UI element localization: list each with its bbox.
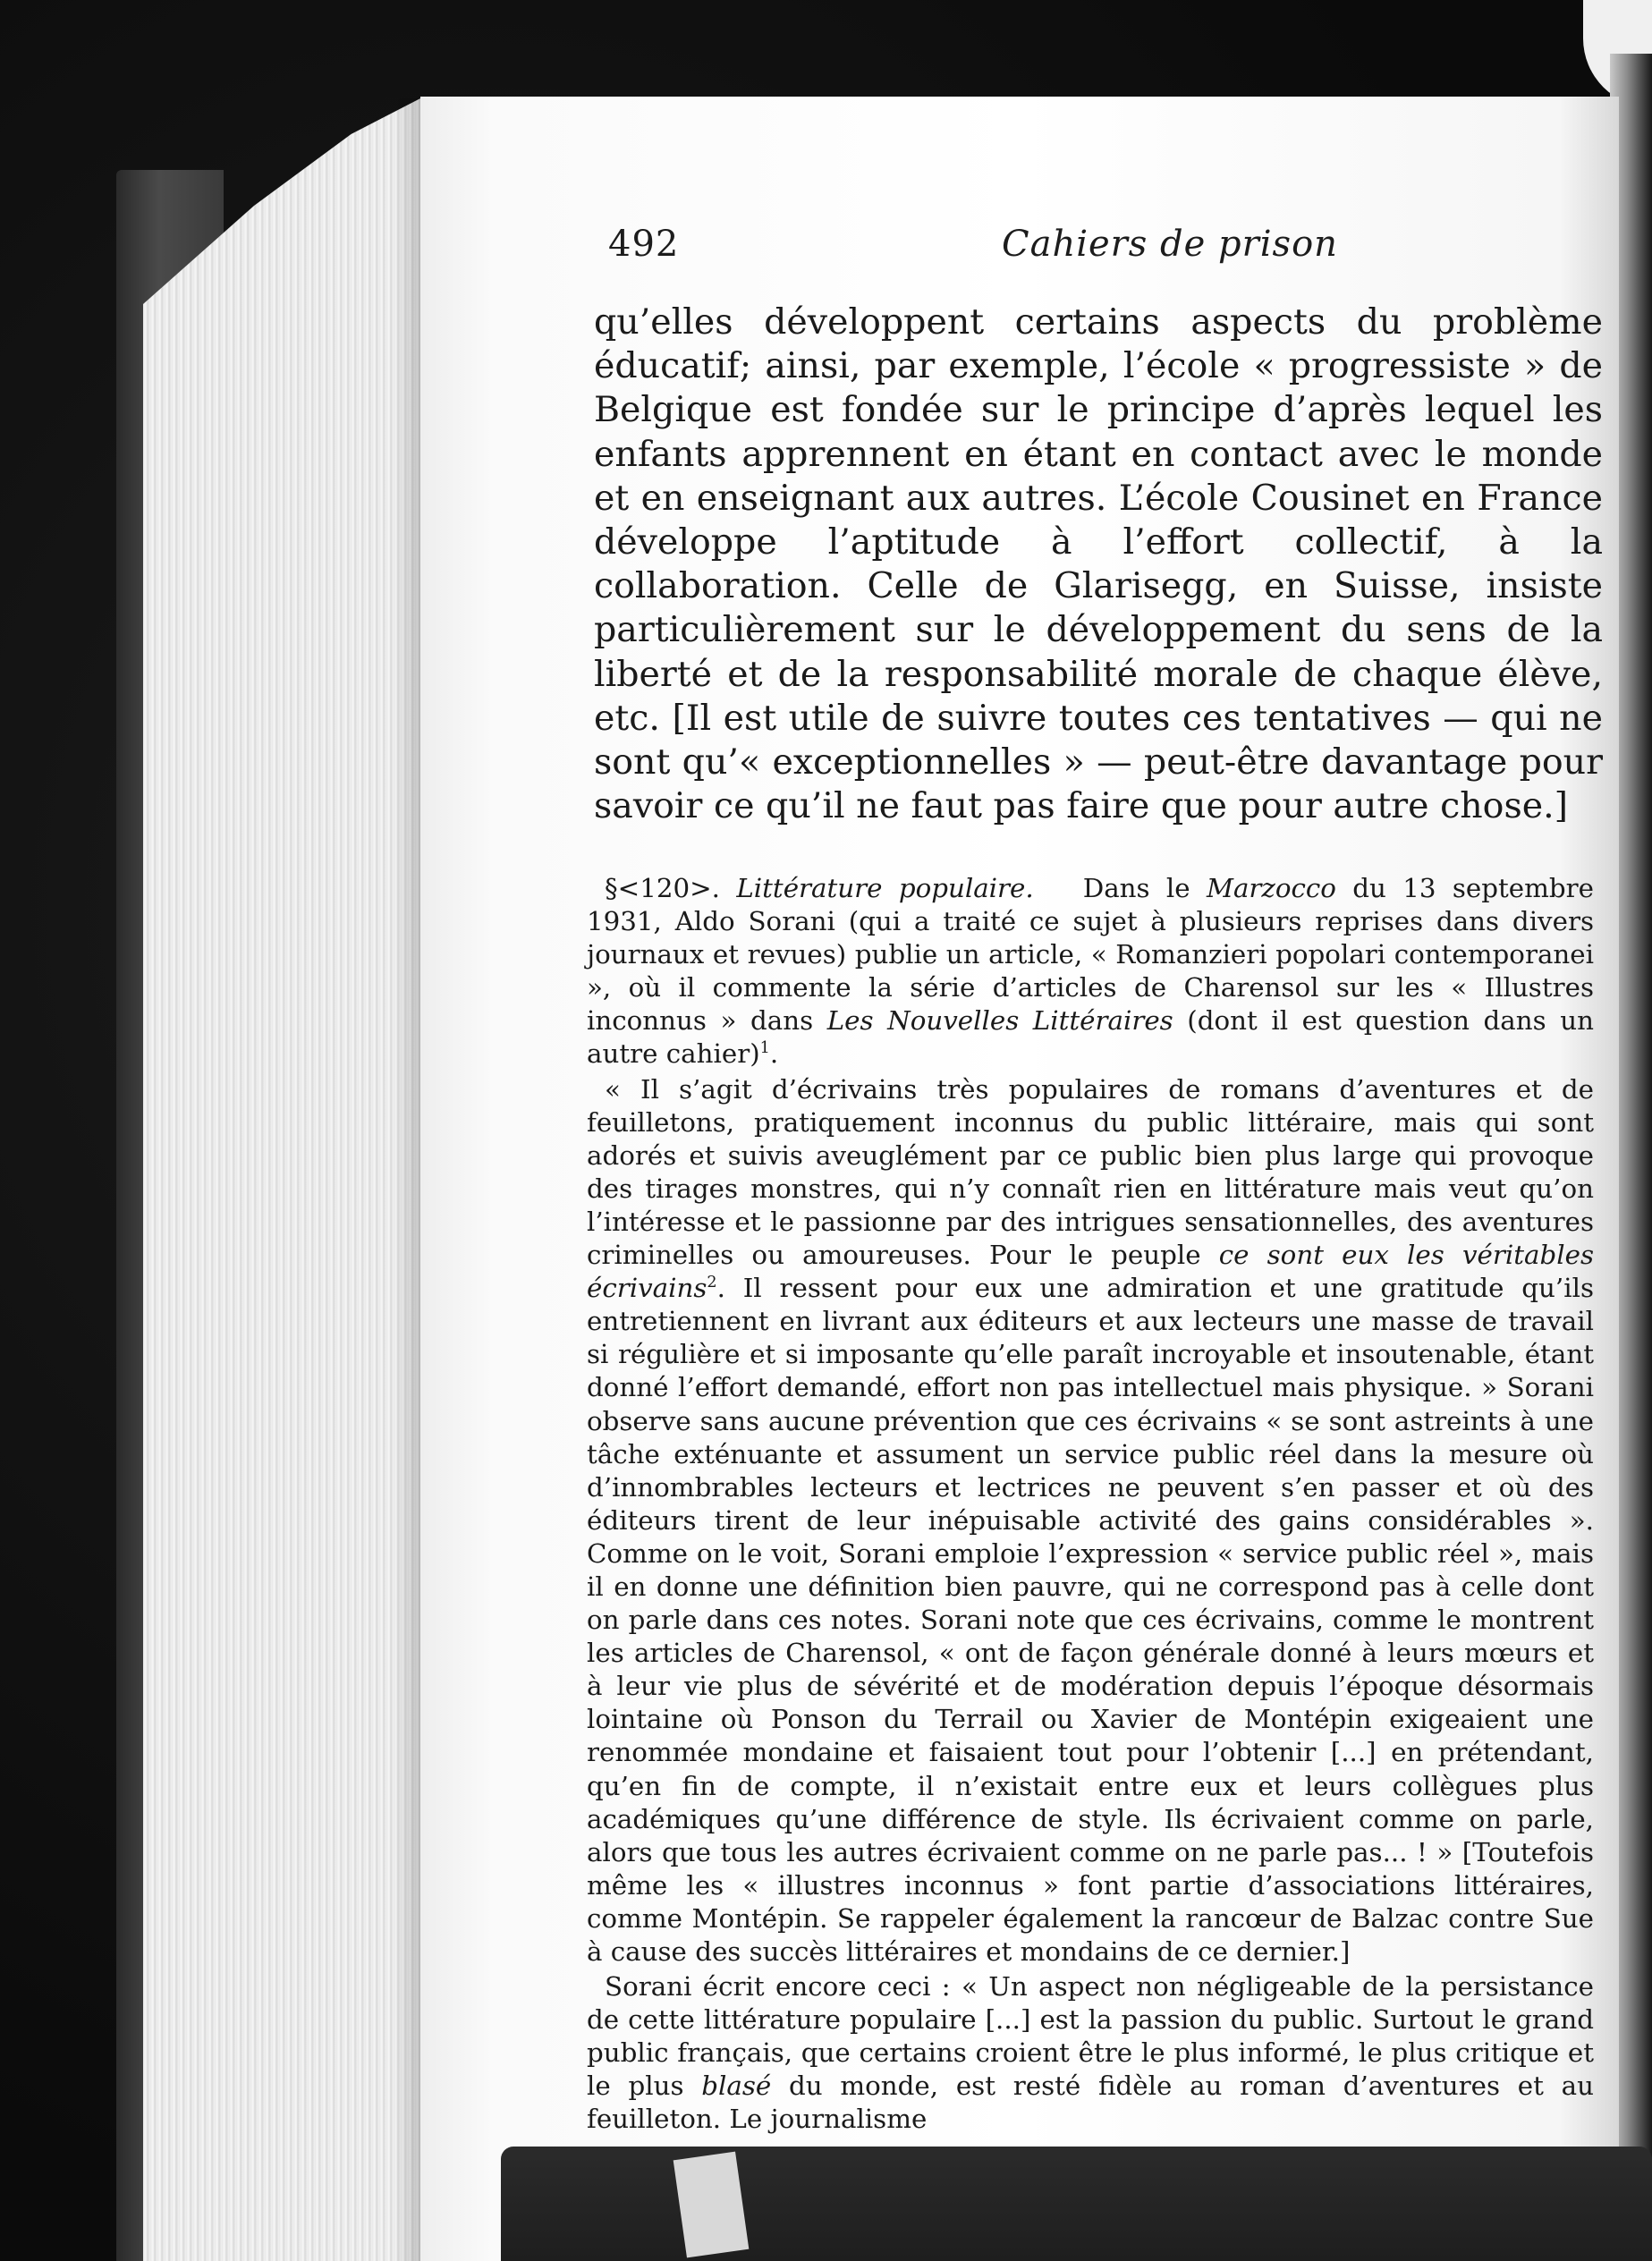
intro-text-b: du 13 septembre 1931, Aldo Sorani (qui a traité ce sujet à plusieurs reprises dans divers journaux et revues) publie un article, « Romanzieri popolari contemporanei », où il commente la série d’articles de Charensol sur les « Illustres inconnus » dans bbox=[587, 873, 1594, 1037]
footnote-ref-1: 1 bbox=[759, 1039, 770, 1058]
intro-text-a: Dans le bbox=[1082, 873, 1190, 903]
page-number: 492 bbox=[608, 224, 680, 265]
large-paragraph bbox=[594, 301, 1603, 828]
bottom-book-label bbox=[674, 2152, 750, 2258]
page-gutter-shadow bbox=[394, 98, 420, 2261]
running-title: Cahiers de prison bbox=[1002, 224, 1338, 265]
para3-italic: blasé bbox=[701, 2070, 772, 2102]
quote-text-b: . Il ressent pour eux une admiration et une gratitude qu’ils entretiennent en livrant aux éditeurs et aux lecteurs une masse de travail si régulière et si imposante qu’elle paraît incroyable et insoutenable, étant donné l’effort demandé, effort non pas intellectuel mais physique. » Sorani observe sans aucune prévention que ces écrivains « se sont astreints à une tâche exténuante et assument un service public réel dans la mesure où d’innombrables lecteurs et lectrices ne peuvent s’en passer et où des éditeurs tirent de leur inépuisable activité des gains considérables ». Comme on le voit, Sorani emploie l’expression « service public réel », mais il en donne une définition bien pauvre, qui ne correspond pas à celle dont on parle dans ces notes. Sorani note que ces écrivains, comme le montrent les articles de Charensol, « ont de façon générale donné à leurs mœurs et à leur vie plus de sévérité et de modération depuis l’époque désormais lointaine où Ponson du Terrail ou Xavier de Montépin exigeaient une renommée mondaine et faisaient tout pour l’obtenir [...] en prétendant, qu’en fin de compte, il n’existait entre eux et leurs collègues plus académiques qu’une différence de style. Ils écrivaient comme on parle, alors que tous les autres écrivaient comme on ne parle pas... ! » [Toutefois même les « illustres inconnus » font partie d’associations littéraires, comme Montépin. Se rappeler également la rancœur de Balzac contre Sue à cause des succès littéraires et mondains de ce dernier.] bbox=[587, 1273, 1594, 1967]
para3-text-b: du monde, est resté fidèle au roman d’aventures et au feuilleton. Le journalisme bbox=[587, 2070, 1594, 2135]
running-head bbox=[608, 224, 1601, 277]
section-heading: Littérature populaire. bbox=[736, 873, 1034, 903]
intro-end: . bbox=[769, 1038, 779, 1070]
quote-paragraph bbox=[587, 1073, 1594, 1969]
section-intro-paragraph bbox=[587, 872, 1594, 1071]
journal-title: Marzocco bbox=[1206, 873, 1336, 903]
section-marker: §<120>. bbox=[605, 873, 720, 903]
quote-italic: ce sont eux les véritables écrivains bbox=[587, 1240, 1594, 1304]
footnote-ref-2: 2 bbox=[707, 1274, 717, 1292]
page-stack bbox=[143, 98, 420, 2261]
intro-text-c: (dont il est question dans un autre cahier) bbox=[587, 1005, 1594, 1070]
quote-text-a: « Il s’agit d’écrivains très populaires de romans d’aventures et de feuilletons, pratiquement inconnus du public littéraire, mais qui sont adorés et suivis aveuglément par ce public bien plus large qui provoque des tirages monstres, qui n’y connaît rien en littérature mais veut qu’on l’intéresse et le passionne par des intrigues sensationnelles, des aventures criminelles ou amoureuses. Pour le peuple bbox=[587, 1073, 1594, 1271]
review-title: Les Nouvelles Littéraires bbox=[826, 1005, 1173, 1037]
section-120 bbox=[587, 872, 1594, 2137]
para3-text-a: Sorani écrit encore ceci : « Un aspect non négligeable de la persistance de cette littérature populaire [...] est la passion du public. Surtout le grand public français, que certains croient être le plus informé, le plus critique et le plus bbox=[587, 1971, 1594, 2102]
sorani-paragraph bbox=[587, 1970, 1594, 2136]
paragraph-text: qu’elles développent certains aspects du problème éducatif; ainsi, par exemple, l’école « progressiste » de Belgique est fondée sur le principe d’après lequel les enfants apprennent en étant en contact avec le monde et en enseignant aux autres. L’école Cousinet en France développe l’aptitude à l’effort collectif, à la collaboration. Celle de Glarisegg, en Suisse, insiste particulièrement sur le développement du sens de la liberté et de la responsabilité morale de chaque élève, etc. [Il est utile de suivre toutes ces tentatives — qui ne sont qu’« exceptionnelles » — peut-être davantage pour savoir ce qu’il ne faut pas faire que pour autre chose.] bbox=[594, 301, 1603, 827]
